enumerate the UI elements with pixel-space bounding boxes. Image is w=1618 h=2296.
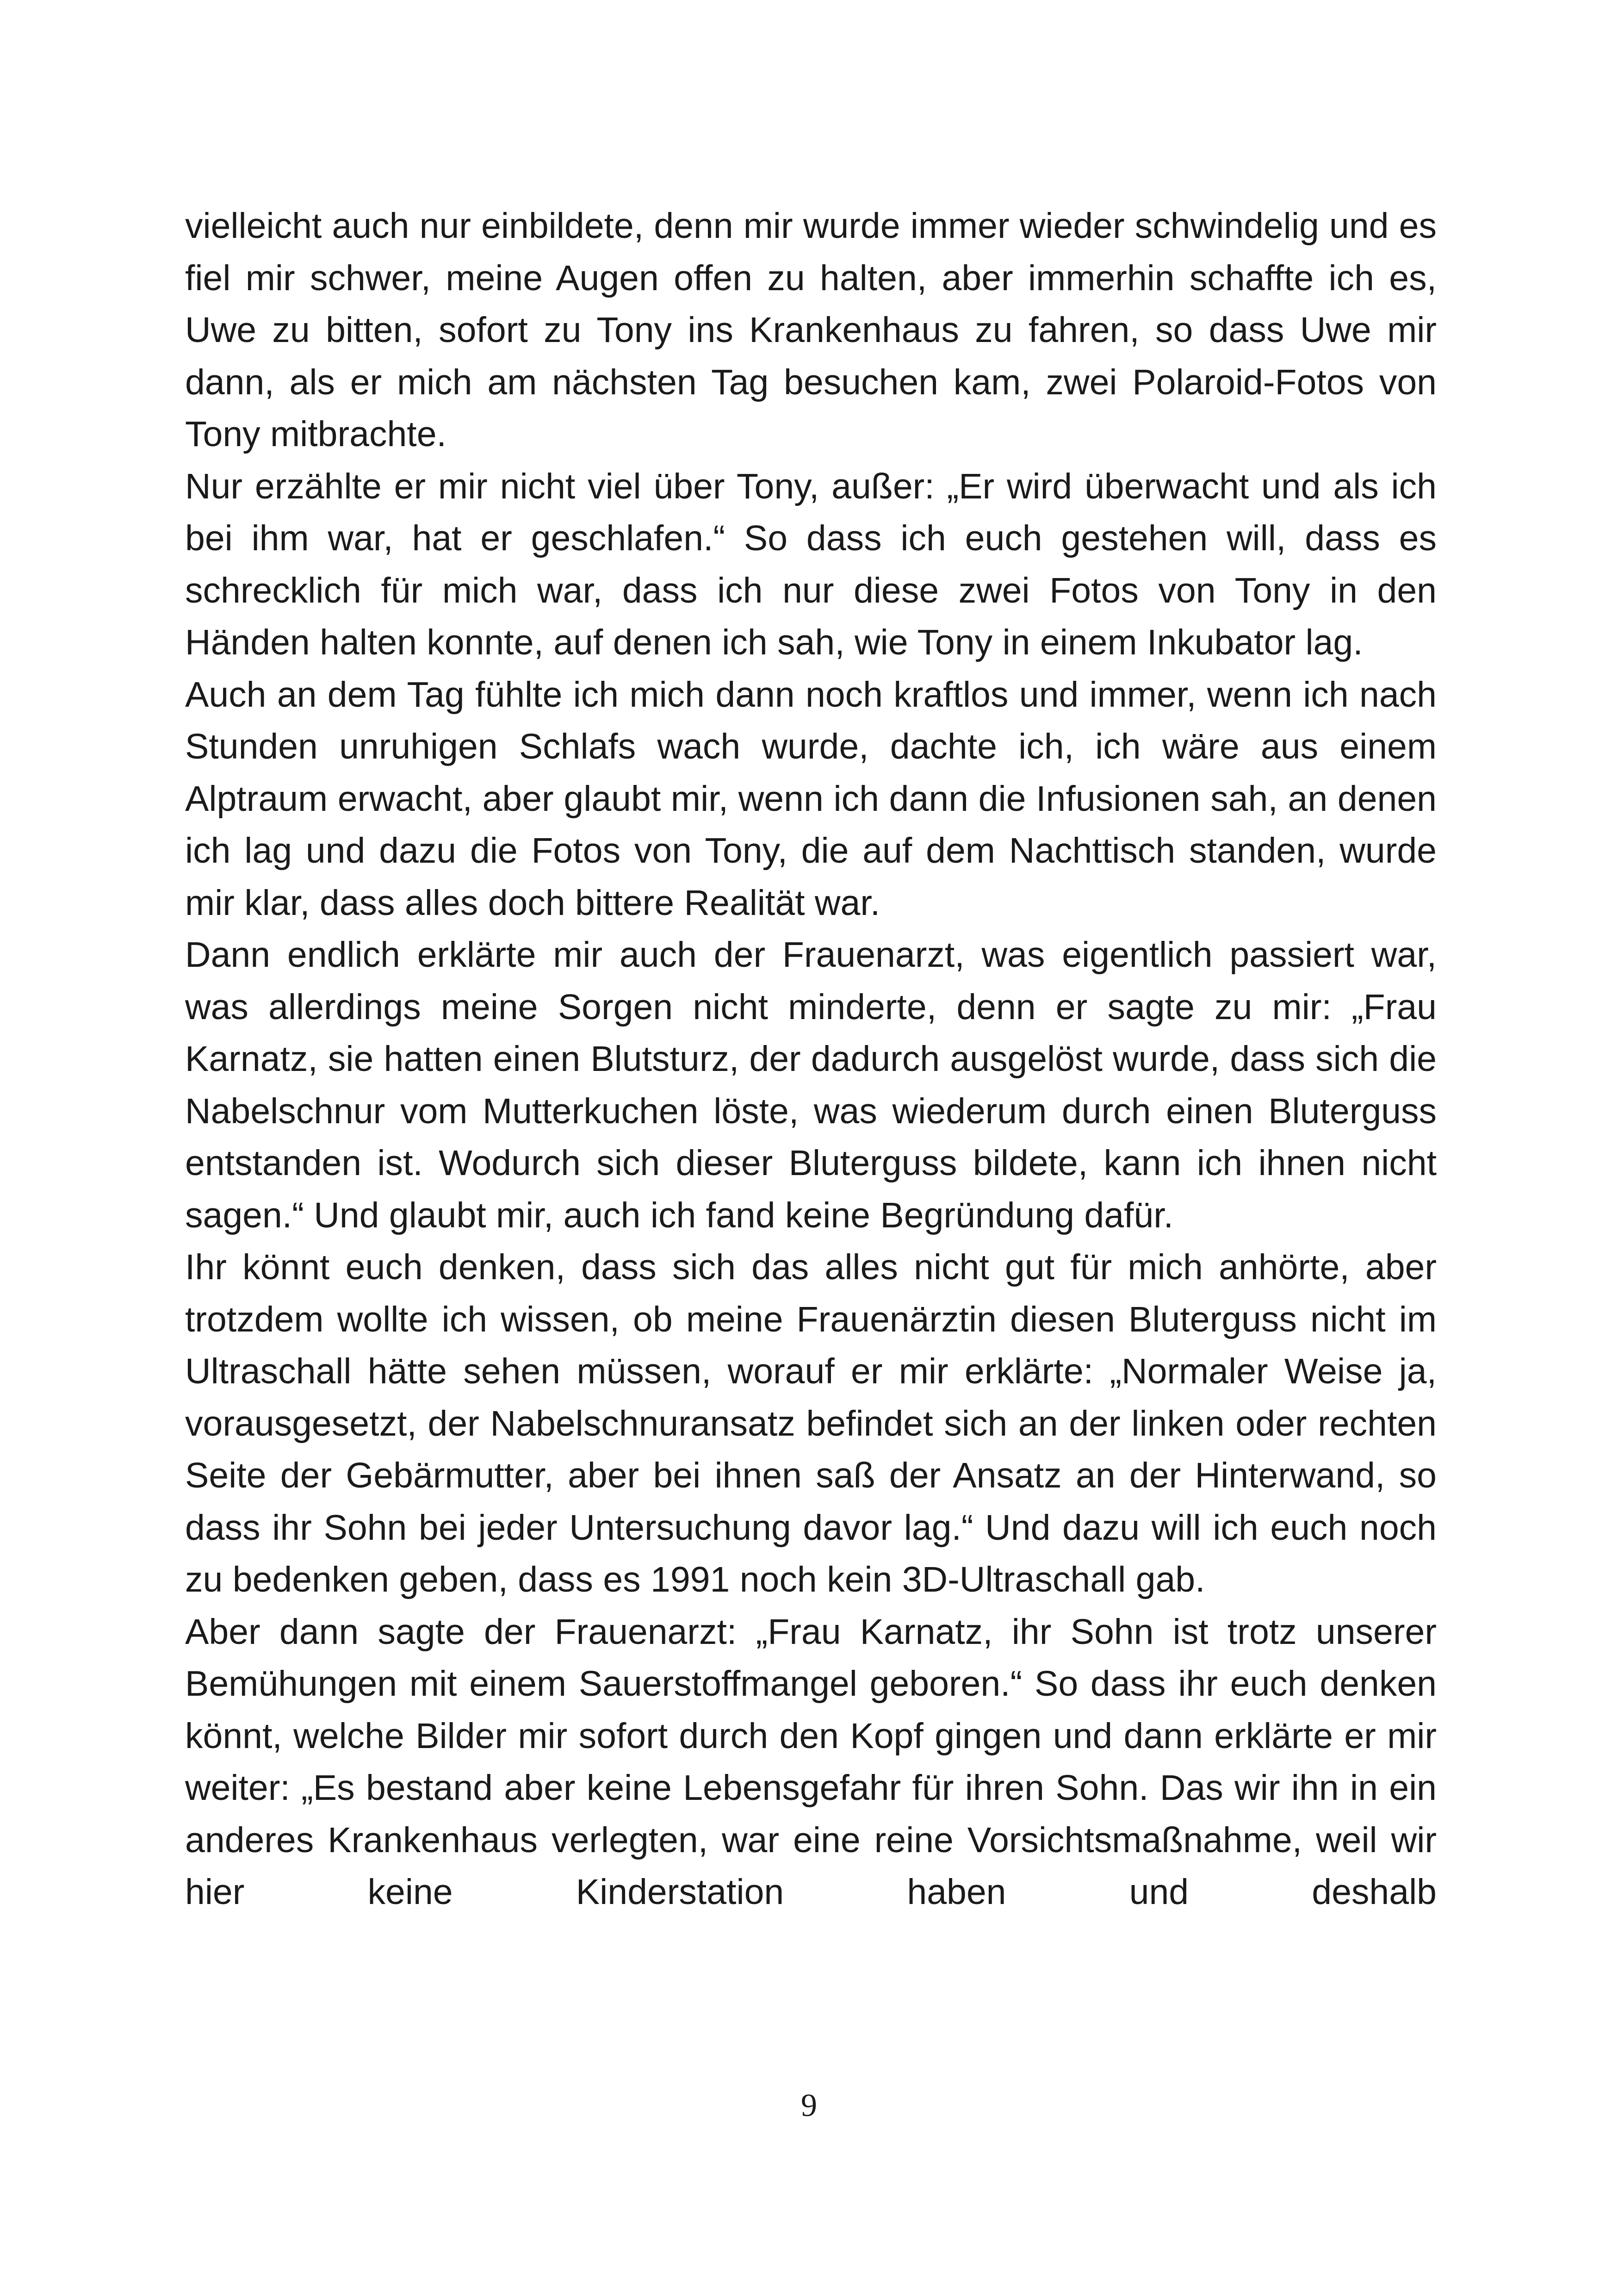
paragraph-2: Nur erzählte er mir nicht viel über Tony, außer: „Er wird überwacht und als ich bei ihm war, hat er geschlafen.“ So dass ich euch gestehen will, dass es schrecklich für mich war, dass ich nur diese zwei Fotos von Tony in den Händen halten konnte, auf denen ich sah, wie Tony in einem Inkubator lag.	[185, 466, 1437, 662]
body-text	[185, 200, 1437, 1918]
paragraph-1: vielleicht auch nur einbildete, denn mir wurde immer wieder schwindelig und es fiel mir schwer, meine Augen offen zu halten, aber immerhin schaffte ich es, Uwe zu bitten, sofort zu Tony ins Krankenhaus zu fahren, so dass Uwe mir dann, als er mich am nächsten Tag besuchen kam, zwei Polaroid-Fotos von Tony mitbrachte.	[185, 206, 1437, 454]
page-number: 9	[801, 2088, 817, 2123]
paragraph-4: Dann endlich erklärte mir auch der Frauenarzt, was eigentlich passiert war, was allerdings meine Sorgen nicht minderte, denn er sagte zu mir: „Frau Karnatz, sie hatten einen Blutsturz, der dadurch ausgelöst wurde, dass sich die Nabelschnur vom Mutterkuchen löste, was wiederum durch einen Bluterguss entstanden ist. Wodurch sich dieser Bluterguss bildete, kann ich ihnen nicht sagen.“ Und glaubt mir, auch ich fand keine Begründung dafür.	[185, 935, 1437, 1235]
paragraph-3: Auch an dem Tag fühlte ich mich dann noch kraftlos und immer, wenn ich nach Stunden unruhigen Schlafs wach wurde, dachte ich, ich wäre aus einem Alptraum erwacht, aber glaubt mir, wenn ich dann die Infusionen sah, an denen ich lag und dazu die Fotos von Tony, die auf dem Nachttisch standen, wurde mir klar, dass alles doch bittere Realität war.	[185, 674, 1437, 923]
paragraph-5: Ihr könnt euch denken, dass sich das alles nicht gut für mich anhörte, aber trotzdem wollte ich wissen, ob meine Frauenärztin diesen Bluterguss nicht im Ultraschall hätte sehen müssen, worauf er mir erklärte: „Normaler Weise ja, vorausgesetzt, der Nabelschnuransatz befindet sich an der linken oder rechten Seite der Gebärmutter, aber bei ihnen saß der Ansatz an der Hinterwand, so dass ihr Sohn bei jeder Untersuchung davor lag.“ Und dazu will ich euch noch zu bedenken geben, dass es 1991 noch kein 3D-Ultraschall gab.	[185, 1247, 1437, 1599]
paragraph-6: Aber dann sagte der Frauenarzt: „Frau Karnatz, ihr Sohn ist trotz unserer Bemühungen mit einem Sauerstoffmangel geboren.“ So dass ihr euch denken könnt, welche Bilder mir sofort durch den Kopf gingen und dann erklärte er mir weiter: „Es bestand aber keine Lebensgefahr für ihren Sohn. Das wir ihn in ein anderes Krankenhaus verlegten, war eine reine Vorsichtsmaßnahme, weil wir hier keine Kinderstation haben und deshalb	[185, 1612, 1437, 1912]
